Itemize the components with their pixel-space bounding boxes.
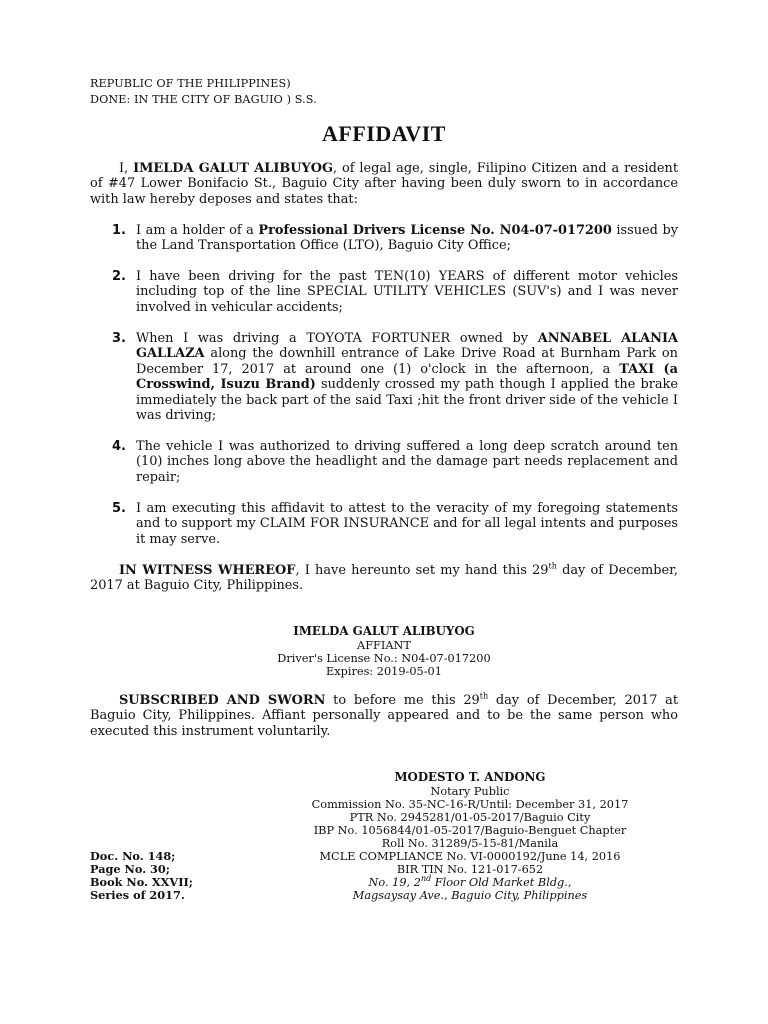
statement-item-3: 3. When I was driving a TOYOTA FORTUNER owned by ANNABEL ALANIA GALLAZA along the downhill entrance of Lake Drive Road at Burnham Park on December 17, 2017 at around one (1) o'clock in the afternoon, a TAXI (a Crosswind, Isuzu Brand) suddenly crossed my path though I applied the brake immediately the back part of the said Taxi ;hit the front driver side of the vehicle I was driving; (112, 331, 678, 424)
item-number: 4. (112, 439, 126, 454)
item-number: 2. (112, 269, 126, 284)
notary-name: MODESTO T. ANDONG (394, 770, 546, 784)
book-number: Book No. XXVII; (90, 875, 193, 889)
statement-item-5: 5. I am executing this affidavit to attest to the veracity of my foregoing statements and to support my CLAIM FOR INSURANCE and for all legal intents and purposes it may serve. (112, 501, 678, 547)
affiant-name: IMELDA GALUT ALIBUYOG (293, 624, 475, 638)
statement-item-1: 1. I am a holder of a Professional Drivers License No. N04-07-017200 issued by the Land Transportation Office (LTO), Baguio City Office; (112, 223, 679, 254)
affiant-name-inline: IMELDA GALUT ALIBUYOG (133, 161, 333, 176)
document-title: AFFIDAVIT (322, 121, 446, 146)
affiant-license-expiry: Expires: 2019-05-01 (326, 665, 442, 678)
notary-commission: Commission No. 35-NC-16-R/Until: December 31, 2017 (311, 798, 629, 811)
venue-line-2: DONE: IN THE CITY OF BAGUIO ) S.S. (90, 93, 317, 106)
notary-mcle: MCLE COMPLIANCE No. VI-0000192/June 14, 2016 (319, 850, 621, 863)
statement-item-2: 2. I have been driving for the past TEN(10) YEARS of different motor vehicles including top of the line SPECIAL UTILITY VEHICLES (SUV's) and I was never involved in vehicular accidents; (112, 269, 678, 315)
series-year: Series of 2017. (90, 888, 185, 902)
jurat-paragraph: SUBSCRIBED AND SWORN to before me this 29th day of December, 2017 at Baguio City, Philippines. Affiant personally appeared and to be the same person who executed this instrument voluntarily. (90, 691, 679, 739)
notary-ptr: PTR No. 2945281/01-05-2017/Baguio City (349, 811, 591, 824)
statement-item-4: 4. The vehicle I was authorized to driving suffered a long deep scratch around ten (10) inches long above the headlight and the damage part needs replacement and repair; (112, 439, 678, 485)
item-number: 3. (112, 331, 126, 346)
doc-number: Doc. No. 148; (90, 849, 176, 863)
notary-bir: BIR TIN No. 121-017-652 (396, 863, 544, 876)
item-number: 5. (112, 501, 126, 516)
intro-paragraph: I, IMELDA GALUT ALIBUYOG, of legal age, single, Filipino Citizen and a resident of #47 Lower Bonifacio St., Baguio City after having been duly sworn to in accordance with law hereby deposes and states that: (90, 161, 679, 207)
notary-roll: Roll No. 31289/5-15-81/Manila (381, 837, 559, 850)
page-number: Page No. 30; (90, 862, 170, 876)
affiant-role: AFFIANT (357, 639, 411, 652)
venue-line-1: REPUBLIC OF THE PHILIPPINES) (90, 77, 291, 90)
notary-role: Notary Public (430, 785, 510, 798)
notary-address-line-1: No. 19, 2nd Floor Old Market Bldg., (368, 874, 572, 889)
item-number: 1. (112, 223, 126, 238)
notary-address-line-2: Magsaysay Ave., Baguio City, Philippines (352, 889, 588, 902)
witness-paragraph: IN WITNESS WHEREOF, I have hereunto set my hand this 29th day of December, 2017 at Baguio City, Philippines. (90, 561, 679, 594)
affiant-license: Driver's License No.: N04-07-017200 (277, 652, 491, 665)
notary-ibp: IBP No. 1056844/01-05-2017/Baguio-Benguet Chapter (313, 824, 627, 837)
